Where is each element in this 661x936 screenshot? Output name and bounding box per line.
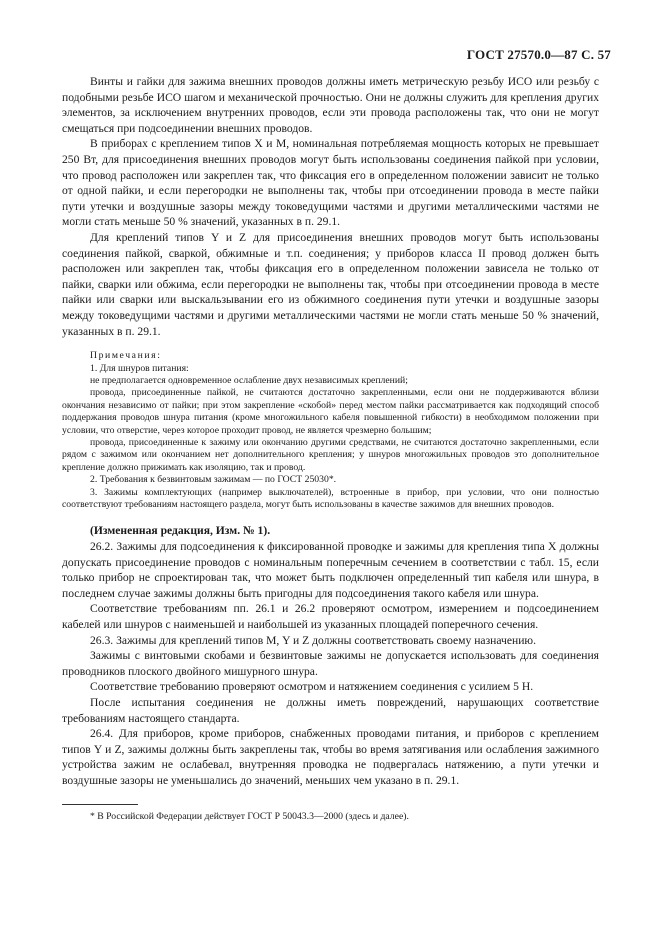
note-item: провода, присоединенные к зажиму или окончанию другими средствами, не считаются достаточно закрепленными, если рядом с зажимом или окончанием нет дополнительного крепления; у шнуров многожильных проводов это дополнительное крепление должно прижимать как изоляцию, так и провод.	[62, 436, 599, 473]
paragraph-y-z-connections: Для креплений типов Y и Z для присоединения внешних проводов могут быть использованы соединения пайкой, сваркой, обжимные и т.п. соединения; у приборов класса II провод должен быть расположен или закреплен так, чтобы фиксация его в определенном положении зависела не только от пайки, сварки или обжима, если перегородки не выполнены так, чтобы при отсоединении провода в месте пайки или сварки или выскальзывании его из обжимного соединения пути утечки и воздушные зазоры между токоведущими частями и другими металлическими частями не могли стать меньше 50 % значений, указанных в п. 29.1.	[62, 230, 599, 338]
section-paragraph: Соответствие требованиям пп. 26.1 и 26.2 проверяют осмотром, измерением и подсоединением кабелей или шнуров с наименьшей и наибольшей из указанных площадей поперечного сечения.	[62, 602, 599, 631]
note-item: 1. Для шнуров питания:	[90, 362, 189, 374]
note-item: не предполагается одновременное ослабление двух независимых креплений;	[90, 374, 408, 386]
page-content	[62, 74, 599, 824]
page-header: ГОСТ 27570.0—87 С. 57	[466, 47, 611, 62]
section-paragraph: 26.4. Для приборов, кроме приборов, снабженных проводами питания, и приборов с креплением типов Y и Z, зажимы должны быть закреплены так, чтобы во время затягивания или ослабления зажимного устройства зажим не ослабевал, внутренняя проводка не подвергалась натяжению, а пути утечки и воздушные зазоры не уменьшались до значений, меньших чем указано в п. 29.1.	[62, 727, 599, 787]
edition-label: (Измененная редакция, Изм. № 1).	[90, 524, 271, 538]
notes-block	[62, 350, 599, 511]
notes-title: Примечания:	[90, 350, 162, 362]
footnote-divider	[62, 804, 138, 805]
note-item: 3. Зажимы комплектующих (например выключателей), встроенные в прибор, при условии, что они полностью соответствуют требованиям настоящего раздела, могут быть использованы в качестве зажимов для внешних проводов.	[62, 486, 599, 510]
section-paragraph: 26.3. Зажимы для креплений типов М, Y и Z должны соответствовать своему назначению.	[90, 633, 536, 647]
section-26-2	[62, 523, 599, 788]
paragraph-x-m-soldering: В приборах с креплением типов X и М, номинальная потребляемая мощность которых не превышает 250 Вт, для присоединения внешних проводов могут быть использованы соединения пайкой при условии, что провод расположен или закреплен так, что фиксация его в определенном положении зависит не только от одной пайки, и если перегородки не выполнены так, чтобы при отсоединении провода в месте пайки пути утечки и воздушные зазоры между токоведущими частями и другими металлическими частями не могли стать меньше 50 % значений, указанных в п. 29.1.	[62, 137, 599, 229]
section-paragraph: Соответствие требованию проверяют осмотром и натяжением соединения с усилием 5 Н.	[90, 680, 534, 694]
section-paragraph: 26.2. Зажимы для подсоединения к фиксированной проводке и зажимы для крепления типа X должны допускать присоединение проводов с номинальным поперечным сечением в соответствии с табл. 15, если только прибор не спроектирован так, что может быть подключен определенный тип кабеля или шнура, в последнем случае зажимы должны быть пригодны для подсоединения такого кабеля или шнура.	[62, 539, 599, 600]
paragraph-screws: Винты и гайки для зажима внешних проводов должны иметь метрическую резьбу ИСО или резьбу с подобными резьбе ИСО шагом и механической прочностью. Они не должны служить для крепления других элементов, за исключением внутренних проводов, если эти провода расположены так, что они не могут смещаться при подсоединении внешних проводов.	[62, 75, 599, 135]
note-item: 2. Требования к безвинтовым зажимам — по ГОСТ 25030*.	[90, 474, 337, 486]
footnote: * В Российской Федерации действует ГОСТ Р 50043.3—2000 (здесь и далее).	[90, 811, 409, 823]
section-paragraph: Зажимы с винтовыми скобами и безвинтовые зажимы не допускается использовать для соединения проводников плоского двойного мишурного шнура.	[62, 649, 599, 678]
section-paragraph: После испытания соединения не должны иметь повреждений, нарушающих соответствие требованиям настоящего стандарта.	[62, 695, 599, 725]
note-item: провода, присоединенные пайкой, не считаются достаточно закрепленными, если они не поддерживаются вблизи окончания независимо от пайки; при этом закрепление «скобой» перед местом пайки рассматривается как подходящий способ поддержания проводов шнура питания (кроме многожильного кабеля повышенной гибкости) в необходимом положении при условии, что отверстие, через которое проходит провод, не является чрезмерно большим;	[62, 387, 599, 436]
